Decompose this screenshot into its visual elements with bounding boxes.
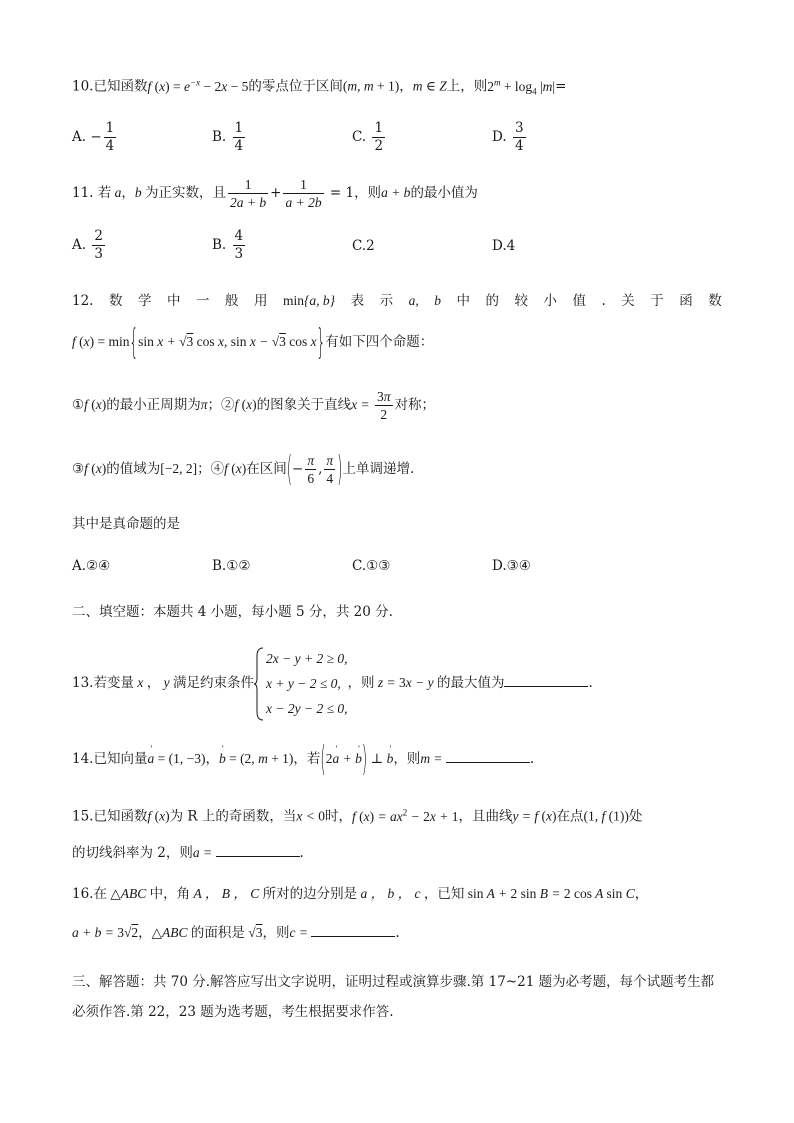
constraint-system: 2x − y + 2 ≥ 0, x + y − 2 ≤ 0, x − 2y − 2 ≤ 0, — [254, 646, 348, 721]
section-2-heading: 二、填空题：本题共 4 小题，每小题 5 分，共 20 分. — [72, 604, 393, 620]
q10-option-d[interactable]: D. $\frac{3}{4}$ — [492, 120, 524, 154]
q11-option-c[interactable]: C.2 — [352, 238, 375, 254]
question-16-line-1: 16.在 △ABC 中，角 A ， B ， C 所对的边分别是 a ， b ， c ，已知 sin A + 2 sin B = 2 cos A sin C， — [72, 886, 649, 902]
fraction-1: $\frac{1}{2a + b}$ — [230, 177, 267, 210]
section-3-line-1: 三、解答题：共 70 分.解答应写出文字说明，证明过程或演算步骤.第 17~21 题为必考题，每个试题考生都 — [72, 974, 715, 990]
interval-expression: (m, m + 1) — [342, 78, 400, 94]
q12-option-b[interactable]: B.①② — [212, 558, 251, 574]
q12-option-d[interactable]: D.③④ — [492, 558, 531, 574]
question-15-line-1: 15.已知函数f (x)为 R 上的奇函数，当x < 0时，f $(x) = ax^2 - 2x + 1$，且曲线y = f (x)在点(1, f (1))处 — [72, 807, 643, 825]
question-10-stem: 10.已知函数f $(x) = e^{-x} - 2x - 5$的零点位于区间(m, m + 1)，m ∈ Z上，则$2^m + \log_4 |m|=$ — [72, 77, 567, 97]
question-16-line-2: a + b = 3√2，△ABC 的面积是 √3，则c = . — [72, 922, 400, 943]
q11-option-d[interactable]: D.4 — [492, 238, 516, 254]
question-12-prompt: 其中是真命题的是 — [72, 516, 180, 532]
question-15-line-2: 的切线斜率为 2，则a = . — [72, 842, 304, 863]
fraction-2: $\frac{1}{a + 2b}$ — [285, 177, 322, 210]
question-12-props-3-4: ③f (x)的值域为[−2, 2]；④f (x)在区间(− $\frac{\pi}{6}$ , $\frac{\pi}{4}$ )上单调递增. — [72, 448, 415, 491]
q10-option-b[interactable]: B. $\frac{1}{4}$ — [212, 120, 244, 154]
section-3-line-2: 必须作答.第 22，23 题为选考题，考生根据要求作答. — [72, 1004, 394, 1020]
question-12-line-2: f (x) = min{sin x + √3 cos x, sin x − √3 cos x}有如下四个命题： — [72, 322, 434, 364]
function-expression: f $(x) = e^{-x} - 2x - 5$ — [147, 77, 249, 94]
membership-expression: m ∈ Z — [412, 78, 447, 94]
answer-blank-16[interactable] — [311, 922, 395, 937]
question-11-stem: 11. 若 a，b 为正实数，且 $\frac{1}{2a + b}$ + $\frac{1}{a + 2b}$ = 1，则a + b的最小值为 — [72, 177, 478, 210]
q11-option-b[interactable]: B. $\frac{4}{3}$ — [212, 228, 244, 262]
question-12-props-1-2: ①f (x)的最小正周期为π；②f (x)的图象关于直线x = $\frac{3\pi}{2}$ 对称； — [72, 389, 436, 422]
answer-blank-14[interactable] — [446, 748, 530, 763]
answer-blank-13[interactable] — [504, 672, 588, 687]
question-12-line-1: 12. 数 学 中 一 般 用 min{a, b} 表 示 a, b 中 的 较 小 值 . 关 于 函 数 — [72, 293, 722, 309]
q12-option-c[interactable]: C.①③ — [352, 558, 391, 574]
target-expression: $2^m + \log_4 |m|$ — [487, 77, 556, 97]
answer-blank-15[interactable] — [216, 842, 300, 857]
question-13-stem: 13.若变量 x ， y 满足约束条件 2x − y + 2 ≥ 0, x + y − 2 ≤ 0, x − 2y − 2 ≤ 0, ，则 z = 3x − y 的最大值为 . — [72, 646, 593, 721]
question-14-stem: 14.已知向量' a = (1, −3)，' b = (2, m + 1)，若(2' a + ' b) ⊥ ' b，则m = . — [72, 748, 534, 770]
q10-option-a[interactable]: A. − $\frac{1}{4}$ — [72, 120, 115, 154]
q12-option-a[interactable]: A.②④ — [72, 558, 111, 574]
q11-option-a[interactable]: A. $\frac{2}{3}$ — [72, 228, 103, 262]
q10-option-c[interactable]: C. $\frac{1}{2}$ — [352, 120, 384, 154]
